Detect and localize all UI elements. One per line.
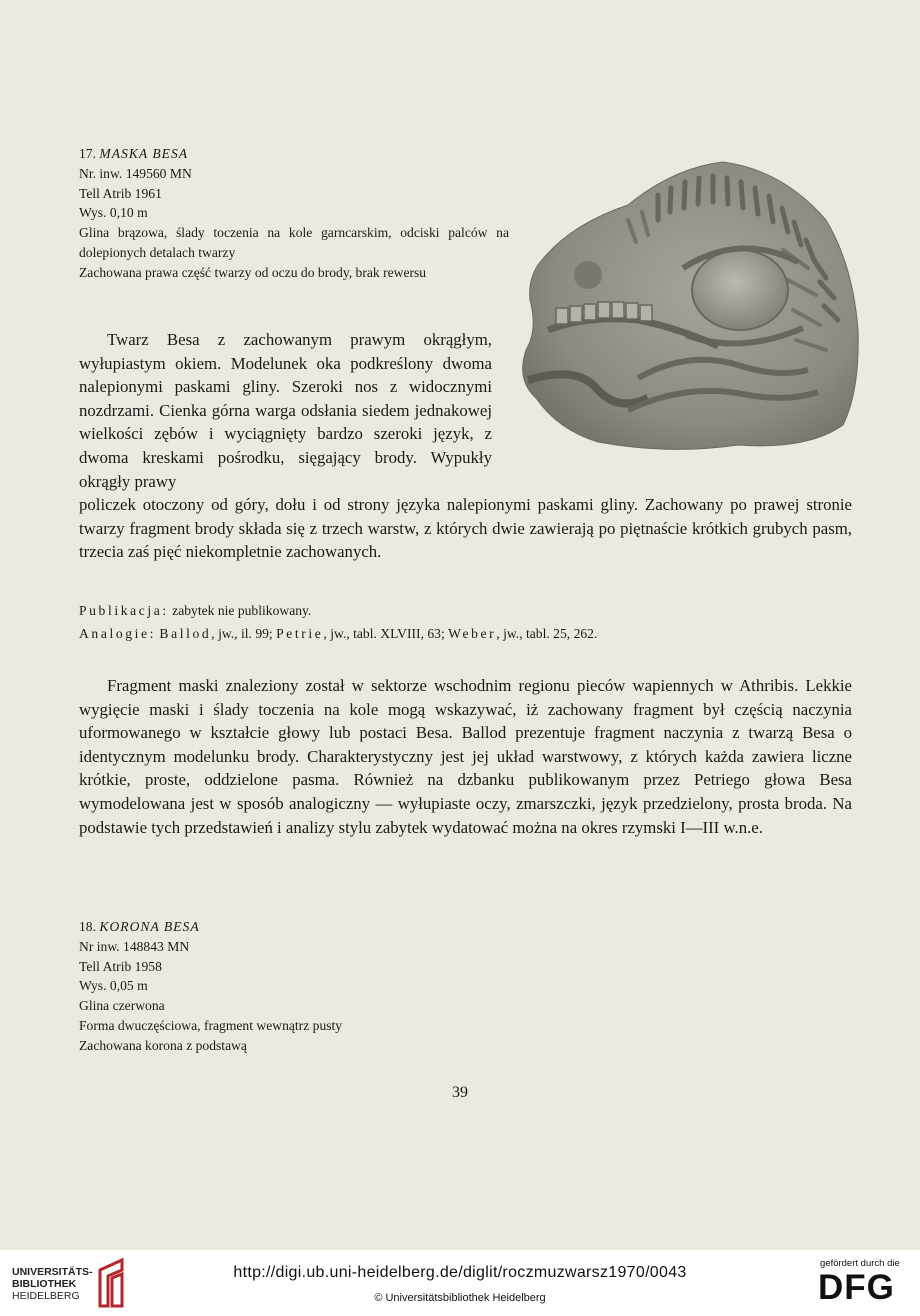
- description-paragraph-part2: policzek otoczony od góry, dołu i od strony języka nalepionymi paskami gliny. Zachowany po prawej stronie twarzy fragment brody składa się z trzech warstw, z których dwie zawierają po piętnaście krótkich grubych pasm, trzecia zaś pięć niekompletnie zachowanych.: [79, 495, 852, 562]
- permalink-url[interactable]: http://digi.ub.uni-heidelberg.de/diglit/roczmuzwarsz1970/0043: [233, 1264, 687, 1281]
- publication-label: Publikacja:: [79, 603, 169, 618]
- inventory-number: Nr inw. 148843 MN: [79, 938, 190, 954]
- entry-number: 17.: [79, 146, 100, 161]
- analogy-author-1: Ballod: [159, 626, 212, 641]
- funding-label: gefördert durch die: [820, 1258, 900, 1269]
- analogy-author-3: Weber: [448, 626, 497, 641]
- publication-text: zabytek nie publikowany.: [168, 603, 312, 618]
- analogy-ref-3: , jw., tabl. 25, 262.: [496, 626, 598, 641]
- analogies-label: Analogie:: [79, 626, 157, 641]
- entry-title: MASKA BESA: [99, 146, 189, 161]
- catalog-entry-18: [79, 917, 509, 1056]
- description-paragraph-part1: Twarz Besa z zachowanym prawym okrągłym, wyłupiastym okiem. Modelunek oka podkreślony dwoma nalepionymi paskami gliny. Szeroki nos z widocznymi nozdrzami. Cienka górna warga odsłania siedem jednakowej wielkości zębów i wyciągnięty bardzo szeroki język, z dwoma kreskami pośrodku, sięgający brody. Wypukły okrągły prawy: [79, 330, 492, 491]
- dfg-logo: DFG: [818, 1268, 895, 1307]
- analogies-line: [79, 623, 597, 644]
- height: Wys. 0,10 m: [79, 205, 148, 221]
- discussion-paragraph: Fragment maski znaleziony został w sektorze wschodnim regionu pieców wapiennych w Athribis. Lekkie wygięcie maski i ślady toczenia na kole mogą wskazywać, iż zachowany fragment był częścią naczynia uformowanego w kształcie głowy lub postaci Besa. Ballod prezentuje fragment naczynia z twarzą Besa o identycznym modelunku brody. Charakterystyczny jest jej układ warstwowy, z których każda zawiera liczne krótkie, proste, oddzielone pasma. Również na dzbanku publikowanym przez Petriego głowa Besa wymodelowana jest w sposób analogiczny — wyłupiaste oczy, zmarszczki, język przedzielony, prosta broda. Na podstawie tych przedstawień i analizy stylu zabytek wydatować można na okres rzymski I—III w.n.e.: [79, 676, 852, 837]
- copyright-notice: © Universitätsbibliothek Heidelberg: [374, 1292, 546, 1304]
- analogy-author-2: Petrie: [276, 626, 324, 641]
- analogy-ref-1: , jw., il. 99;: [211, 626, 277, 641]
- entry-title: KORONA BESA: [99, 919, 200, 934]
- form: Forma dwuczęściowa, fragment wewnątrz pusty: [79, 1017, 343, 1033]
- material: Glina czerwona: [79, 998, 165, 1014]
- bes-mask-photo: [508, 150, 868, 470]
- material: Glina brązowa, ślady toczenia na kole garncarskim, odciski palców na dolepionych detalach twarzy: [79, 225, 509, 260]
- entry-number: 18.: [79, 919, 100, 934]
- inventory-number: Nr. inw. 149560 MN: [79, 165, 192, 181]
- find-site: Tell Atrib 1958: [79, 958, 162, 974]
- page-number: 39: [452, 1084, 468, 1101]
- height: Wys. 0,05 m: [79, 978, 148, 994]
- viewer-footer: [0, 1250, 920, 1316]
- publication-line: [79, 600, 311, 621]
- catalog-entry-17: [79, 144, 509, 283]
- analogy-ref-2: , jw., tabl. XLVIII, 63;: [323, 626, 449, 641]
- preservation-state: Zachowana korona z podstawą: [79, 1037, 247, 1053]
- preservation-state: Zachowana prawa część twarzy od oczu do brody, brak rewersu: [79, 264, 427, 280]
- library-name: UNIVERSITÄTS- BIBLIOTHEK HEIDELBERG: [12, 1266, 93, 1302]
- find-site: Tell Atrib 1961: [79, 185, 162, 201]
